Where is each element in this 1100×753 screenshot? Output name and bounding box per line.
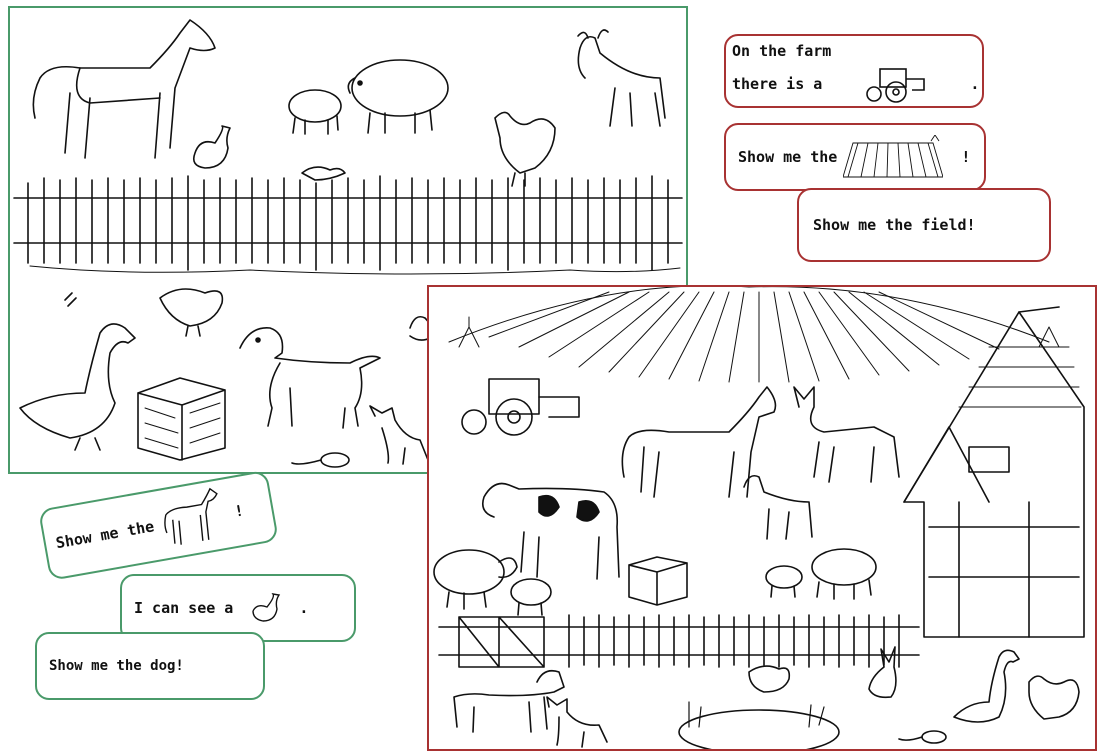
gate-illustration [459, 617, 544, 667]
piglet-illustration-2 [766, 566, 802, 597]
card-end-punct: ! [961, 148, 971, 166]
card-text: Show me the dog! [49, 658, 184, 674]
mouse-illustration-2 [899, 731, 946, 743]
horse-illustration-2 [622, 387, 775, 497]
cow-illustration [483, 484, 619, 580]
bird-illustration [302, 167, 345, 180]
cat-illustration-2 [547, 697, 607, 747]
card-text: Show me the [738, 148, 838, 166]
piglet-illustration [289, 90, 341, 134]
hay-bale-illustration [138, 378, 225, 460]
horse-illustration [33, 20, 215, 158]
card-end-punct: . [299, 599, 309, 617]
card-text: I can see a [134, 599, 234, 617]
fence-illustration-2 [439, 615, 919, 667]
sentence-card-horse-picture[interactable] [38, 470, 279, 581]
mouse-illustration [292, 453, 349, 467]
sentence-card-field[interactable] [797, 188, 1051, 262]
dog-illustration [240, 328, 380, 428]
goat-illustration-2 [744, 476, 812, 539]
card-end-punct: ! [233, 501, 246, 521]
rooster-illustration-2 [1029, 676, 1079, 719]
card-line-1: On the farm [732, 42, 832, 60]
duck-icon [247, 589, 291, 627]
horse-icon [155, 484, 234, 553]
goose-illustration [20, 324, 135, 450]
card-end-punct: . [970, 75, 980, 93]
fence-illustration [14, 176, 682, 274]
donkey-illustration [794, 387, 899, 482]
pig-illustration-2 [812, 549, 876, 599]
tractor-illustration [462, 379, 579, 435]
hen-illustration-2 [749, 666, 789, 692]
sentence-card-tractor[interactable] [724, 34, 984, 108]
fly-illustration [65, 293, 76, 306]
field-scene-illustration [429, 287, 1095, 749]
barn-illustration [904, 307, 1084, 637]
hen-illustration [160, 289, 222, 336]
sheep-illustration [434, 550, 517, 609]
hay-bale-illustration-2 [629, 557, 687, 605]
card-text: Show me the field! [813, 216, 976, 234]
goat-illustration [578, 30, 665, 126]
sentence-card-dog[interactable] [35, 632, 265, 700]
field-illustration [449, 287, 1059, 382]
tractor-icon [860, 64, 930, 104]
goose-illustration-2 [954, 650, 1019, 722]
field-icon [843, 135, 943, 180]
pond-illustration [679, 702, 839, 749]
cat-illustration [370, 406, 428, 464]
duck-illustration [194, 126, 230, 168]
lamb-illustration [511, 579, 551, 615]
field-scene-panel [427, 285, 1097, 751]
pig-illustration [348, 60, 448, 133]
card-text: Show me the [54, 517, 156, 553]
card-line-2: there is a [732, 75, 823, 93]
rooster-illustration [495, 112, 555, 186]
sentence-card-field-picture[interactable] [724, 123, 986, 191]
